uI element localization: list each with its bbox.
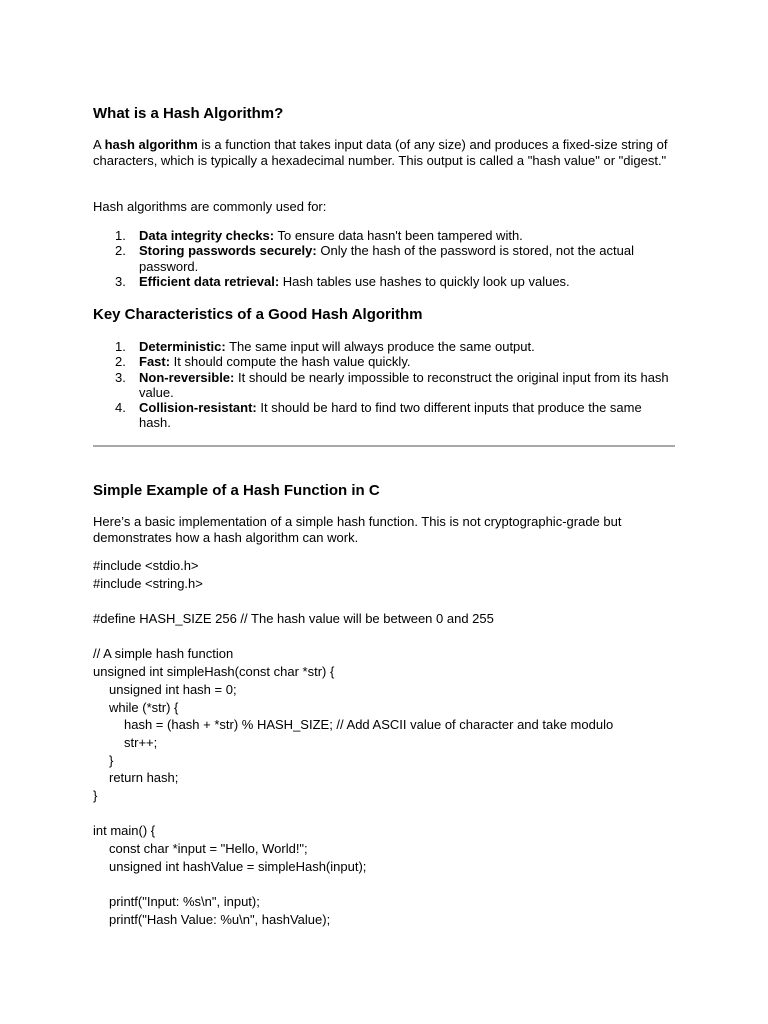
code-line: }: [93, 787, 98, 803]
section-heading-what-is-hash: What is a Hash Algorithm?: [93, 105, 284, 122]
characteristic-list-item: [93, 354, 676, 369]
list-item-text: Hash tables use hashes to quickly look up values.: [279, 273, 570, 289]
list-item-term: Non-reversible:: [139, 369, 235, 385]
section-heading-hash-example: Simple Example of a Hash Function in C: [93, 482, 380, 499]
code-line: hash = (hash + *str) % HASH_SIZE; // Add ASCII value of character and take modulo: [124, 717, 614, 733]
code-line: [93, 592, 613, 610]
list-number: 3.: [115, 273, 126, 289]
code-line: unsigned int hash = 0;: [109, 681, 237, 697]
list-item-text: Only the hash of the password is stored, not the actual password.: [139, 243, 634, 274]
code-line: const char *input = "Hello, World!";: [109, 841, 308, 856]
characteristics-list: [93, 339, 676, 431]
list-item-term: Fast:: [139, 354, 171, 370]
use-list-item: [93, 228, 676, 243]
list-item-term: Storing passwords securely:: [139, 243, 317, 259]
section-heading-key-characteristics: Key Characteristics of a Good Hash Algorithm: [93, 306, 423, 323]
code-line: str++;: [124, 734, 158, 750]
hash-algorithm-term: hash algorithm: [104, 137, 198, 152]
list-item-term: Deterministic:: [139, 339, 226, 354]
code-line: [93, 805, 613, 823]
list-item-text: To ensure data hasn't been tampered with.: [274, 228, 523, 243]
uses-intro-paragraph: Hash algorithms are commonly used for:: [93, 199, 327, 214]
code-line: #include <stdio.h>: [93, 558, 199, 573]
code-block: [93, 557, 613, 928]
characteristic-list-item: [93, 400, 676, 431]
section-divider: [93, 445, 675, 447]
uses-list: [93, 228, 676, 289]
list-item-term: Data integrity checks:: [139, 228, 275, 243]
list-number: 1.: [115, 228, 126, 243]
code-line: int main() {: [93, 823, 156, 839]
characteristic-list-item: [93, 370, 676, 401]
code-line: [93, 628, 613, 646]
code-line: printf("Input: %s\n", input);: [109, 894, 260, 910]
example-intro-paragraph: Here’s a basic implementation of a simple hash function. This is not cryptographic-grade but demonstrates how a hash algorithm can work.: [93, 514, 622, 545]
list-item-term: Collision-resistant:: [139, 400, 257, 416]
list-item-text: It should compute the hash value quickly.: [170, 354, 411, 370]
code-line: unsigned int hashValue = simpleHash(input);: [109, 858, 367, 874]
code-line: // A simple hash function: [93, 646, 234, 662]
list-number: 1.: [115, 339, 126, 354]
code-line: [93, 875, 613, 893]
list-item-text: It should be nearly impossible to reconstruct the original input from its hash value.: [139, 369, 669, 400]
code-line: printf("Hash Value: %u\n", hashValue);: [109, 911, 331, 927]
use-list-item: [93, 243, 676, 274]
code-line: while (*str) {: [109, 699, 179, 715]
code-line: #define HASH_SIZE 256 // The hash value will be between 0 and 255: [93, 611, 494, 627]
list-number: 3.: [115, 369, 126, 385]
list-number: 2.: [115, 354, 126, 370]
code-line: }: [109, 752, 114, 768]
code-line: unsigned int simpleHash(const char *str) {: [93, 664, 335, 680]
list-number: 4.: [115, 400, 126, 416]
list-number: 2.: [115, 243, 126, 259]
list-item-term: Efficient data retrieval:: [139, 273, 280, 289]
characteristic-list-item: [93, 339, 676, 354]
code-line: return hash;: [109, 770, 179, 786]
code-line: #include <string.h>: [93, 575, 203, 591]
list-item-text: The same input will always produce the same output.: [225, 339, 535, 354]
hash-definition-paragraph: A hash algorithm is a function that takes input data (of any size) and produces a fixed-size string of characters, which is typically a hexadecimal number. This output is called a "hash value" or "digest.": [93, 137, 668, 168]
use-list-item: [93, 274, 676, 289]
list-item-text: It should be hard to find two different inputs that produce the same hash.: [139, 400, 642, 431]
